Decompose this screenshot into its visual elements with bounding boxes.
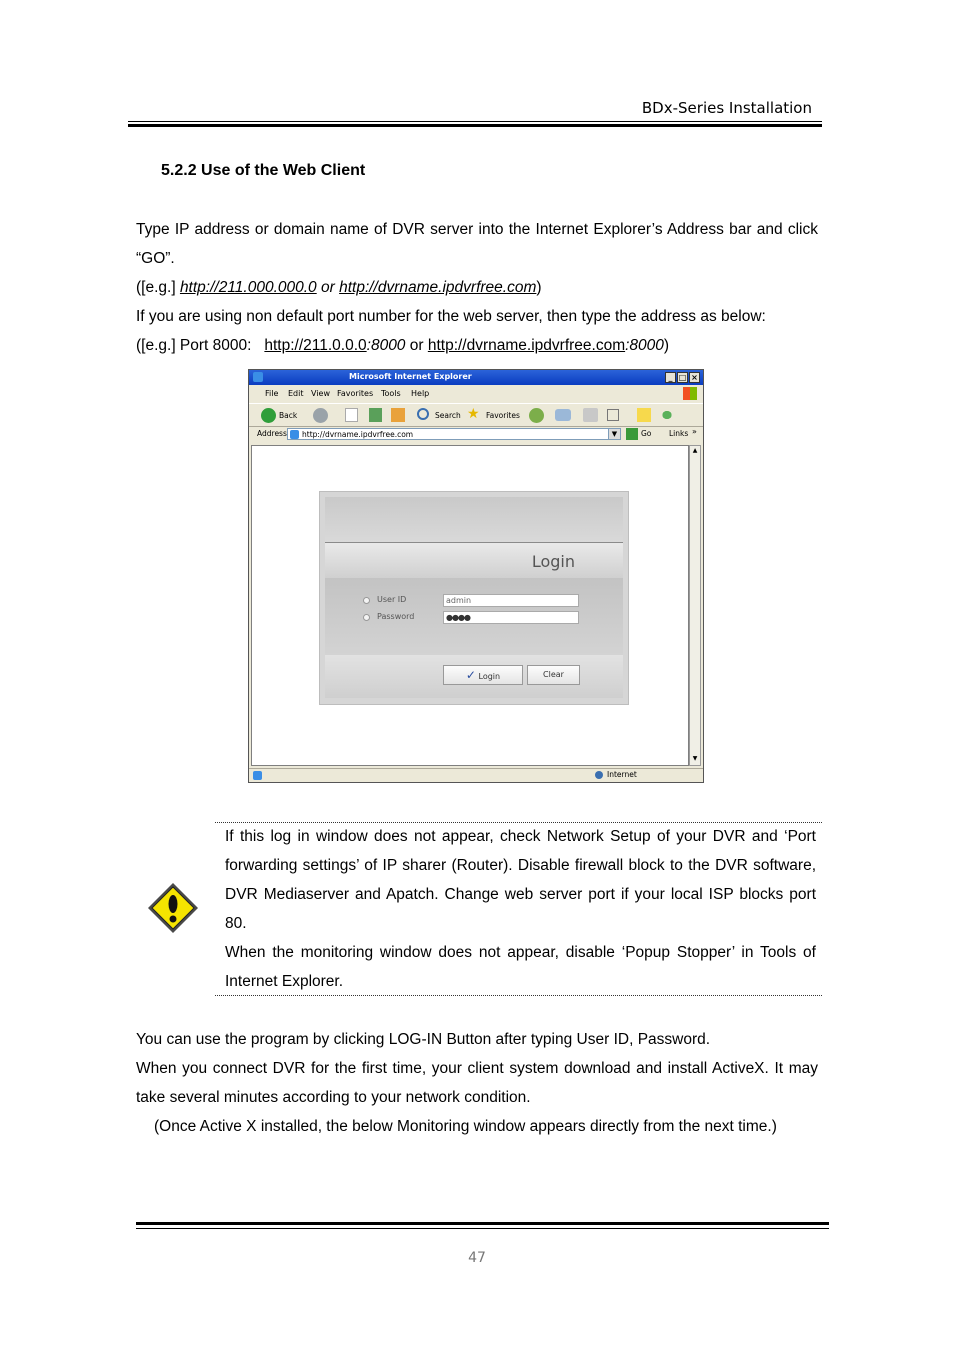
footer-rule-thin	[136, 1228, 829, 1229]
edit-icon[interactable]	[607, 409, 619, 421]
example-line-1	[136, 273, 542, 302]
favorites-star-icon[interactable]: ★	[467, 406, 480, 422]
login-button[interactable]	[443, 665, 523, 685]
status-page-icon	[253, 771, 262, 780]
menu-help[interactable]: Help	[411, 389, 430, 398]
login-button-label: Login	[478, 672, 501, 681]
back-label[interactable]: Back	[279, 411, 298, 420]
address-label: Address	[257, 429, 287, 438]
scroll-down-icon[interactable]: ▼	[692, 755, 698, 762]
example-suffix: )	[536, 279, 542, 296]
user-id-label: User ID	[377, 595, 407, 604]
links-label[interactable]: Links	[669, 429, 689, 438]
password-label: Password	[377, 612, 415, 621]
user-id-input[interactable]: admin	[443, 594, 579, 607]
history-icon[interactable]	[529, 408, 544, 423]
password-input[interactable]: ●●●●	[443, 611, 579, 624]
menu-tools[interactable]: Tools	[381, 389, 401, 398]
home-icon[interactable]	[391, 408, 405, 422]
browser-viewport	[251, 445, 689, 766]
port-instruction: If you are using non default port number for the web server, then type the address as below:	[136, 308, 766, 325]
go-arrow-icon[interactable]	[626, 428, 638, 440]
page-icon	[290, 430, 299, 439]
example2-port: :8000	[366, 337, 406, 354]
running-header: BDx-Series Installation	[641, 99, 812, 117]
browser-statusbar	[249, 768, 703, 783]
menu-file[interactable]: File	[265, 389, 279, 398]
menu-edit[interactable]: Edit	[288, 389, 304, 398]
discuss-icon[interactable]	[637, 408, 651, 422]
scroll-up-icon[interactable]: ▲	[692, 447, 698, 454]
login-panel-top	[325, 497, 623, 542]
example-or: or	[316, 279, 340, 296]
clear-button[interactable]: Clear	[527, 665, 580, 685]
note-paragraph-2: When the monitoring window does not appear, disable ‘Popup Stopper’ in Tools of Internet Explorer.	[225, 944, 816, 990]
favorites-label[interactable]: Favorites	[486, 411, 520, 420]
login-heading: Login	[531, 552, 575, 571]
messenger-icon[interactable]	[659, 408, 675, 422]
example-url-domain[interactable]: http://dvrname.ipdvrfree.com	[339, 279, 537, 296]
example2-url-domain[interactable]: http://dvrname.ipdvrfree.com	[427, 337, 626, 354]
windows-logo-icon	[683, 387, 697, 400]
ie-icon	[253, 372, 263, 382]
status-zone: Internet	[607, 770, 637, 779]
browser-toolbar	[249, 403, 703, 427]
globe-icon	[595, 771, 603, 779]
checkmark-icon: ✓	[465, 668, 476, 682]
maximize-icon[interactable]: □	[678, 373, 687, 382]
example2-port-2: :8000	[625, 337, 664, 354]
chevron-right-icon[interactable]: »	[692, 427, 697, 436]
back-arrow-icon[interactable]	[261, 408, 276, 423]
dropdown-arrow-icon[interactable]: ▼	[608, 429, 620, 439]
mail-icon[interactable]	[555, 409, 571, 421]
menu-favorites[interactable]: Favorites	[337, 389, 374, 398]
forward-arrow-icon[interactable]	[313, 408, 328, 423]
browser-window	[248, 369, 704, 783]
page-number: 47	[468, 1250, 486, 1266]
address-bar	[249, 426, 703, 443]
minimize-icon[interactable]: _	[665, 372, 676, 383]
example-prefix: ([e.g.]	[136, 279, 180, 296]
login-button-bar	[325, 655, 623, 698]
refresh-icon[interactable]	[369, 408, 382, 422]
section-title: 5.2.2 Use of the Web Client	[161, 162, 366, 179]
browser-titlebar	[249, 370, 703, 385]
note-bottom-divider	[215, 995, 822, 996]
outro-paragraph: When you connect DVR for the first time, your client system download and install ActiveX. It may take several minutes according to your network condition.	[136, 1060, 818, 1106]
browser-title: Microsoft Internet Explorer	[349, 372, 472, 381]
intro-paragraph: Type IP address or domain name of DVR server into the Internet Explorer’s Address bar and click “GO”.	[136, 221, 818, 267]
warning-icon	[145, 880, 201, 936]
example-line-2	[136, 331, 669, 360]
browser-menubar	[249, 386, 703, 402]
print-icon[interactable]	[583, 408, 598, 422]
header-rule-thick	[128, 124, 822, 127]
go-label[interactable]: Go	[641, 429, 652, 438]
login-form	[325, 578, 623, 655]
example2-or: or	[405, 337, 428, 354]
example-url-ip[interactable]: http://211.000.000.0	[179, 279, 317, 296]
menu-view[interactable]: View	[311, 389, 330, 398]
login-heading-band	[325, 542, 623, 579]
close-icon[interactable]: ×	[689, 372, 700, 383]
example2-prefix: ([e.g.] Port 8000:	[136, 337, 265, 354]
address-input[interactable]	[287, 428, 621, 440]
password-bullet-icon	[363, 614, 370, 621]
footer-rule-thick	[136, 1222, 829, 1225]
outro-line-1: You can use the program by clicking LOG-IN Button after typing User ID, Password.	[136, 1031, 711, 1048]
address-value: http://dvrname.ipdvrfree.com	[302, 430, 414, 439]
example2-suffix: )	[663, 337, 670, 354]
stop-icon[interactable]	[345, 408, 358, 422]
outro-line-2: (Once Active X installed, the below Monitoring window appears directly from the next time.)	[154, 1118, 777, 1135]
vertical-scrollbar[interactable]	[689, 445, 701, 766]
login-panel	[319, 491, 629, 705]
user-id-bullet-icon	[363, 597, 370, 604]
header-rule-thin	[128, 121, 822, 122]
search-icon[interactable]	[417, 408, 429, 420]
note-paragraph-1: If this log in window does not appear, check Network Setup of your DVR and ‘Port forwarding settings’ of IP sharer (Router). Disable firewall block to the DVR software, DVR Mediaserver and Apatch. Change web server port if your local ISP blocks port 80.	[225, 828, 816, 932]
search-label[interactable]: Search	[435, 411, 461, 420]
example2-url-ip[interactable]: http://211.0.0.0	[264, 337, 367, 354]
